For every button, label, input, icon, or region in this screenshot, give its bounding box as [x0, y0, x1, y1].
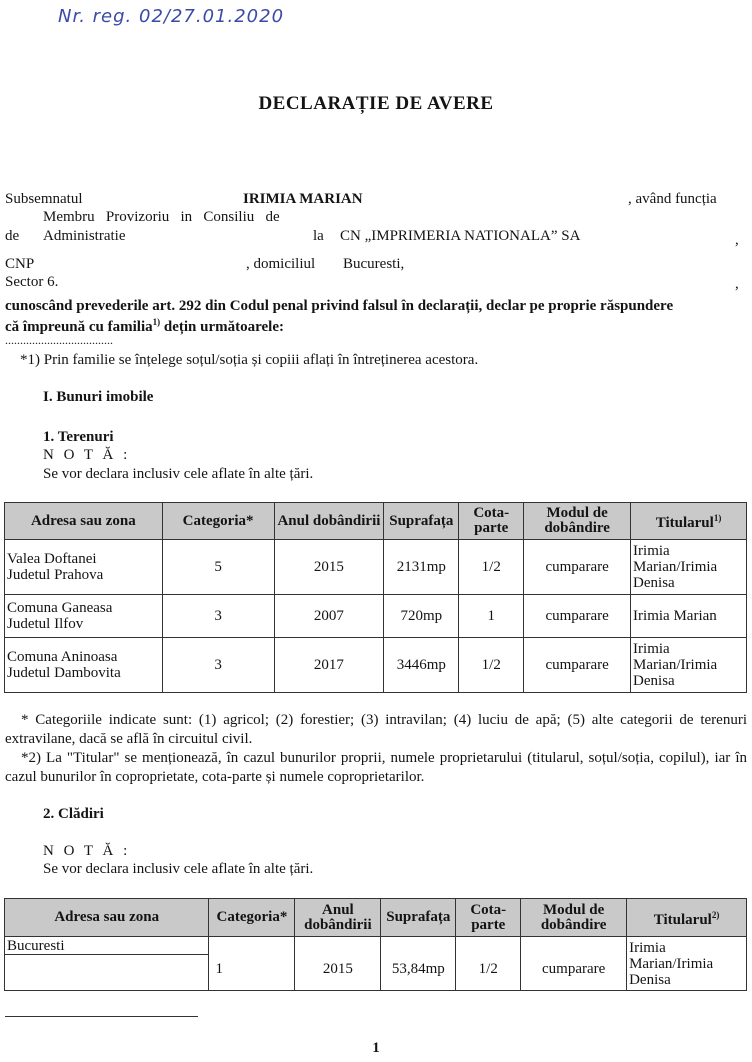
cell-mode: cumparare [521, 937, 627, 991]
header-area: Suprafața [381, 899, 456, 937]
table-row [5, 595, 747, 638]
table-row [5, 638, 747, 693]
cell-share: 1/2 [459, 540, 524, 595]
nota-text-2: Se vor declara inclusiv cele aflate în alte țări. [43, 861, 314, 877]
comma-mark: , [735, 232, 739, 248]
buildings-table [4, 898, 747, 991]
table-row [5, 540, 747, 595]
label-domiciliul: , domiciliul [246, 256, 316, 272]
cell-holder: Irimia Marian [631, 595, 747, 638]
cell-year: 2017 [274, 638, 384, 693]
cell-mode: cumparare [524, 540, 631, 595]
categories-footnote: * Categoriile indicate sunt: (1) agricol; (2) forestier; (3) intravilan; (4) luciu de apă; (5) alte categorii de terenuri extravilane, dacă se află în circuitul civil. [5, 712, 747, 747]
cell-year: 2015 [274, 540, 384, 595]
declarant-name: IRIMIA MARIAN [243, 191, 363, 207]
header-holder: Titularul$^{2)}$ [627, 899, 747, 937]
table-row [5, 937, 747, 955]
header-category: Categoria* [209, 899, 295, 937]
cell-area: 3446mp [384, 638, 459, 693]
cell-address: Comuna Ganeasa Judetul Ilfov [5, 595, 163, 638]
statement-line-2: că împreună cu familia$^{1)}$ dețin următoarele: [5, 317, 285, 335]
page-number: 1 [372, 1040, 380, 1056]
header-holder: Titularul$^{1)}$ [631, 503, 747, 540]
family-footnote: *1) Prin familie se înțelege soțul/soția și copiii aflați în întreținerea acestora. [20, 352, 479, 368]
function-line-1: Membru Provizoriu in Consiliu de [43, 209, 280, 225]
nota-label-2: N O T Ă : [43, 843, 131, 859]
cell-year: 2007 [274, 595, 384, 638]
label-de: de [5, 228, 20, 244]
cell-mode: cumparare [524, 595, 631, 638]
header-area: Suprafața [384, 503, 459, 540]
label-functia: , având funcția [628, 191, 717, 207]
dotted-line: .................................... [5, 333, 113, 347]
section-heading-bunuri-imobile: I. Bunuri imobile [43, 389, 154, 405]
cell-address: Valea Doftanei Judetul Prahova [5, 540, 163, 595]
cell-category: 1 [209, 937, 295, 991]
cell-holder: Irimia Marian/Irimia Denisa [627, 937, 747, 991]
header-mode: Modul de dobândire [521, 899, 627, 937]
subsection-heading-terenuri: 1. Terenuri [43, 429, 114, 445]
nota-label: N O T Ă : [43, 447, 131, 463]
cell-address-empty [5, 955, 209, 991]
subsection-heading-cladiri: 2. Clădiri [43, 806, 104, 822]
label-cnp: CNP [5, 256, 35, 272]
cell-share: 1 [459, 595, 524, 638]
cell-address: Comuna Aninoasa Judetul Dambovita [5, 638, 163, 693]
cell-holder: Irimia Marian/Irimia Denisa [631, 540, 747, 595]
footnote-separator [5, 1016, 198, 1017]
header-share: Cota-parte [459, 503, 524, 540]
header-mode: Modul de dobândire [524, 503, 631, 540]
function-line-2: Administratie [43, 228, 126, 244]
header-category: Categoria* [162, 503, 274, 540]
buildings-table-header [5, 899, 747, 937]
header-address: Adresa sau zona [5, 503, 163, 540]
cell-address: Bucuresti [5, 937, 209, 955]
header-year: Anul dobândirii [295, 899, 381, 937]
cell-area: 53,84mp [381, 937, 456, 991]
domicile-sector: Sector 6. [5, 274, 59, 290]
header-year: Anul dobândirii [274, 503, 384, 540]
cell-category: 5 [162, 540, 274, 595]
cell-share: 1/2 [459, 638, 524, 693]
cell-share: 1/2 [456, 937, 521, 991]
cell-year: 2015 [295, 937, 381, 991]
cell-category: 3 [162, 595, 274, 638]
statement-line-1: cunoscând prevederile art. 292 din Codul penal privind falsul în declarații, declar pe proprie răspundere [5, 298, 674, 314]
header-address: Adresa sau zona [5, 899, 209, 937]
header-share: Cota-parte [456, 899, 521, 937]
cell-area: 720mp [384, 595, 459, 638]
label-la: la [313, 228, 324, 244]
cell-category: 3 [162, 638, 274, 693]
cell-mode: cumparare [524, 638, 631, 693]
cell-area: 2131mp [384, 540, 459, 595]
titular-footnote: *2) La "Titular" se menționează, în cazul bunurilor proprii, numele proprietarului (titularul, soțul/soția, copilul), iar în cazul bunurilor în coproprietate, cota-parte și numele coproprietarilor. [5, 750, 747, 785]
cell-holder: Irimia Marian/Irimia Denisa [631, 638, 747, 693]
institution-name: CN „IMPRIMERIA NATIONALA” SA [340, 228, 581, 244]
handwritten-registration-note: Nr. reg. 02/27.01.2020 [58, 6, 285, 27]
nota-text: Se vor declara inclusiv cele aflate în alte țări. [43, 466, 314, 482]
comma-mark-2: , [735, 276, 739, 292]
domicile-city: Bucuresti, [343, 256, 405, 272]
document-title: DECLARAȚIE DE AVERE [258, 93, 494, 114]
land-table-header [5, 503, 747, 540]
land-table [4, 502, 747, 693]
label-subsemnatul: Subsemnatul [5, 191, 83, 207]
